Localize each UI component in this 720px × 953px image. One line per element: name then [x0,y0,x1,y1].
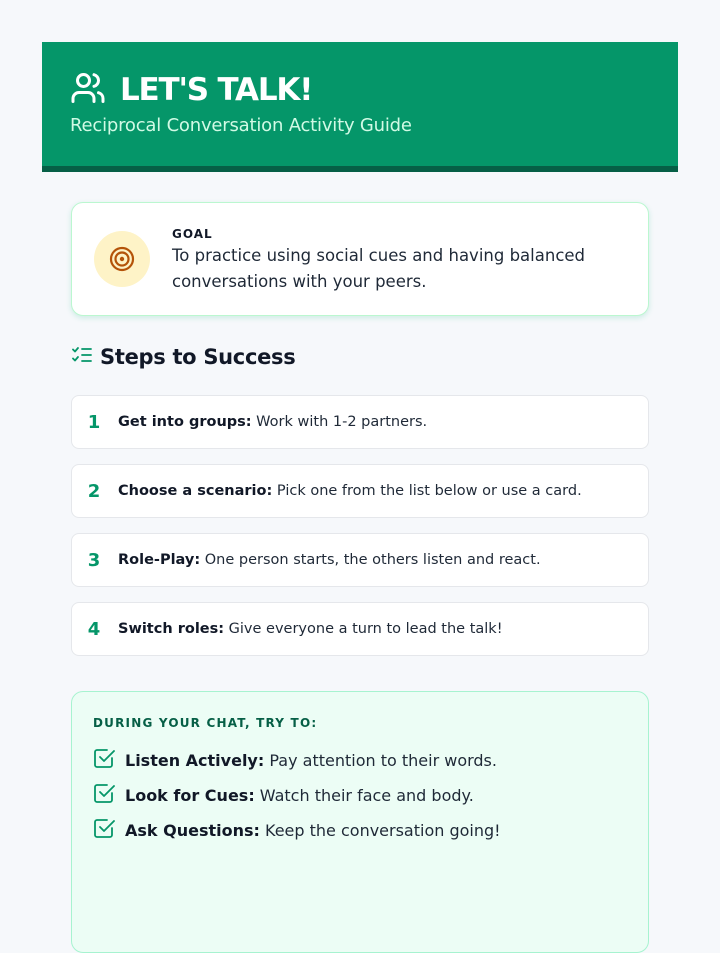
step-text: Choose a scenario: Pick one from the list below or use a card. [118,483,582,499]
step-number: 3 [87,549,101,571]
steps-title: Steps to Success [100,345,296,369]
tip-item [93,747,497,774]
tip-text: Look for Cues: Watch their face and body. [125,786,474,805]
step-item [71,464,649,518]
tips-title: DURING YOUR CHAT, TRY TO: [93,716,318,730]
step-item [71,395,649,449]
step-text: Switch roles: Give everyone a turn to lead the talk! [118,621,503,637]
goal-card [71,202,649,316]
step-item [71,533,649,587]
steps-heading [72,345,295,369]
page-title: LET'S TALK! [120,72,313,108]
checkbox-check-icon [93,817,115,844]
step-number: 4 [87,618,101,640]
step-number: 1 [87,411,101,433]
page-header [42,42,678,172]
checklist-icon [72,346,92,369]
tip-item [93,782,474,809]
goal-text: To practice using social cues and having balanced conversations with your peers. [172,246,586,291]
tip-text: Listen Actively: Pay attention to their words. [125,751,497,770]
step-number: 2 [87,480,101,502]
users-icon [70,70,106,111]
goal-label: GOAL [172,227,213,241]
tip-text: Ask Questions: Keep the conversation going! [125,821,501,840]
step-item [71,602,649,656]
page-subtitle: Reciprocal Conversation Activity Guide [70,115,412,136]
checkbox-check-icon [93,782,115,809]
checkbox-check-icon [93,747,115,774]
target-icon [94,231,150,287]
step-text: Get into groups: Work with 1-2 partners. [118,414,428,430]
step-text: Role-Play: One person starts, the others listen and react. [118,552,541,568]
tips-card [71,691,649,953]
header-title-row [70,70,312,110]
tip-item [93,817,501,844]
